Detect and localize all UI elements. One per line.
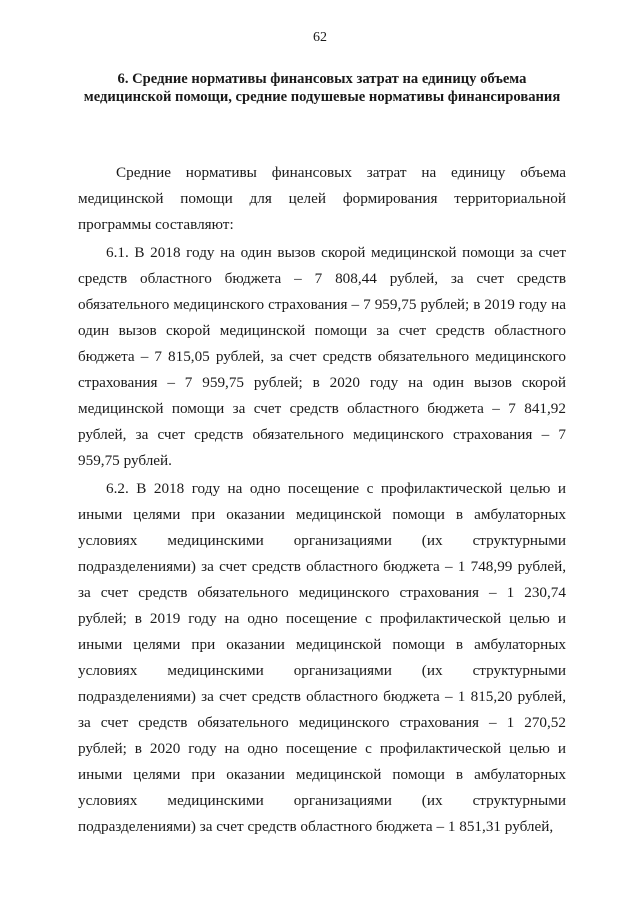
document-body: [78, 160, 566, 840]
section-heading: 6. Средние нормативы финансовых затрат на единицу объема медицинской помощи, средние подушевые нормативы финансирования: [83, 71, 561, 105]
paragraph-6-2: 6.2. В 2018 году на одно посещение с профилактической целью и иными целями при оказании медицинской помощи в амбулаторных условиях медицинскими организациями (их структурными подразделениями) за счет средств областного бюджета – 1 748,99 рублей, за счет средств обязательного медицинского страхования – 1 230,74 рублей; в 2019 году на одно посещение с профилактической целью и иными целями при оказании медицинской помощи в амбулаторных условиях медицинскими организациями (их структурными подразделениями) за счет средств областного бюджета – 1 815,20 рублей, за счет средств обязательного медицинского страхования – 1 270,52 рублей; в 2020 году на одно посещение с профилактической целью и иными целями при оказании медицинской помощи в амбулаторных условиях медицинскими организациями (их структурными подразделениями) за счет средств областного бюджета – 1 851,31 рублей,: [78, 480, 566, 835]
paragraph-6-1: 6.1. В 2018 году на один вызов скорой медицинской помощи за счет средств областного бюджета – 7 808,44 рублей, за счет средств обязательного медицинского страхования – 7 959,75 рублей; в 2019 году на один вызов скорой медицинской помощи за счет средств областного бюджета – 7 815,05 рублей, за счет средств обязательного медицинского страхования – 7 959,75 рублей; в 2020 году на один вызов скорой медицинской помощи за счет средств областного бюджета – 7 841,92 рублей, за счет средств обязательного медицинского страхования – 7 959,75 рублей.: [78, 244, 566, 469]
page-number: 62: [313, 30, 327, 45]
paragraph-intro: Средние нормативы финансовых затрат на единицу объема медицинской помощи для целей формирования территориальной программы составляют:: [78, 164, 566, 233]
